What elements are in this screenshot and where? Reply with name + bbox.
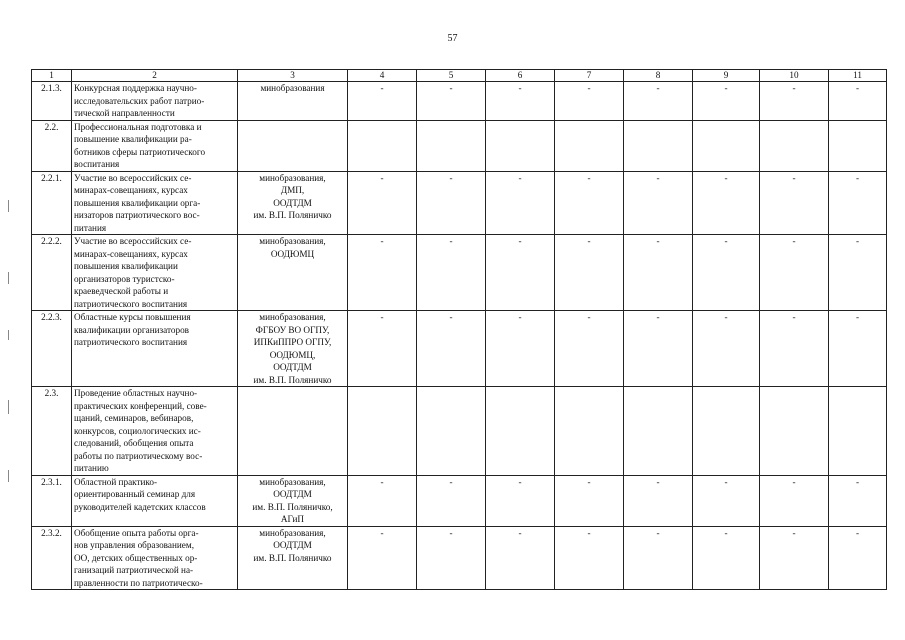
executor-line: ФГБОУ ВО ОГПУ, [255, 324, 330, 335]
executor-line: им. В.П. Поляничко [253, 210, 332, 220]
executor-line: АГиП [280, 514, 305, 524]
column-number: 2 [72, 70, 238, 82]
value-cell [693, 120, 760, 171]
column-number: 3 [238, 70, 348, 82]
value-cell: - [348, 311, 417, 387]
value-cell [829, 387, 887, 476]
value-cell: - [760, 475, 829, 526]
value-cell [348, 387, 417, 476]
activity-name-line: конкурсов, социологических ис- [74, 425, 201, 436]
activity-name-line: организаторов туристско- [74, 273, 175, 284]
activity-name-line: Участие во всероссийских се- [74, 172, 192, 183]
value-cell: - [486, 311, 555, 387]
activity-name-line: минарах-совещаниях, курсах [74, 185, 188, 195]
executor-line: минобразования, [259, 476, 326, 487]
value-cell: - [486, 171, 555, 235]
activity-name-line: повышения квалификации [74, 261, 178, 271]
value-cell: - [624, 311, 693, 387]
value-cell: - [760, 526, 829, 590]
activity-name-line: правленности по патриотическо- [74, 577, 203, 588]
activity-name-line: ботников сферы патриотического [74, 146, 206, 157]
activity-name-line: Участие во всероссийских се- [74, 236, 192, 246]
executor-line: им. В.П. Поляничко [253, 374, 332, 385]
activity-table [31, 69, 887, 590]
value-cell [486, 120, 555, 171]
column-number: 4 [348, 70, 417, 82]
activity-name [72, 171, 238, 235]
activity-name [72, 387, 238, 476]
executor-line: ООДТДМ [273, 362, 312, 372]
activity-name-line: ОО, детских общественных ор- [74, 552, 198, 563]
activity-name-line: Обобщение опыта работы орга- [74, 527, 199, 538]
activity-name [72, 526, 238, 590]
activity-name-line: нов управления образованием, [74, 540, 194, 550]
value-cell [417, 120, 486, 171]
value-cell: - [348, 235, 417, 311]
value-cell: - [348, 82, 417, 121]
value-cell [555, 387, 624, 476]
value-cell: - [829, 82, 887, 121]
value-cell: - [348, 475, 417, 526]
column-number: 9 [693, 70, 760, 82]
value-cell: - [829, 311, 887, 387]
value-cell [348, 120, 417, 171]
table-row [32, 235, 887, 311]
activity-name [72, 82, 238, 121]
value-cell [693, 387, 760, 476]
value-cell: - [555, 82, 624, 121]
activity-name-line: повышение квалификации ра- [74, 134, 192, 144]
table-row [32, 82, 887, 121]
value-cell: - [417, 235, 486, 311]
activity-name [72, 311, 238, 387]
value-cell: - [555, 526, 624, 590]
value-cell: - [486, 526, 555, 590]
value-cell: - [693, 171, 760, 235]
item-number: 2.3.1. [32, 475, 72, 526]
value-cell: - [348, 171, 417, 235]
column-number: 5 [417, 70, 486, 82]
activity-name-line: питания [74, 222, 107, 233]
value-cell: - [829, 475, 887, 526]
column-number-row [32, 70, 887, 82]
value-cell [760, 387, 829, 476]
item-number: 2.2.1. [32, 171, 72, 235]
value-cell: - [693, 235, 760, 311]
table-row [32, 387, 887, 476]
value-cell: - [486, 475, 555, 526]
value-cell: - [417, 475, 486, 526]
executor [238, 120, 348, 171]
activity-name-line: Конкурсная поддержка научно- [74, 83, 197, 93]
value-cell [486, 387, 555, 476]
activity-name-line: руководителей кадетских классов [74, 501, 206, 512]
table-row [32, 120, 887, 171]
executor [238, 387, 348, 476]
activity-name-line: патриотического воспитания [74, 298, 188, 309]
value-cell [829, 120, 887, 171]
value-cell: - [555, 311, 624, 387]
value-cell: - [624, 235, 693, 311]
activity-name-line: исследовательских работ патрио- [74, 95, 205, 106]
executor-line: ООДТДМ [273, 489, 312, 499]
executor [238, 526, 348, 590]
value-cell: - [417, 526, 486, 590]
value-cell: - [760, 82, 829, 121]
executor [238, 475, 348, 526]
margin-mark [8, 330, 9, 340]
page-number: 57 [447, 33, 458, 44]
item-number: 2.2.3. [32, 311, 72, 387]
item-number: 2.3. [32, 387, 72, 476]
value-cell: - [829, 526, 887, 590]
value-cell [555, 120, 624, 171]
executor [238, 311, 348, 387]
column-number: 8 [624, 70, 693, 82]
executor-line: минобразования, [259, 236, 326, 246]
activity-name-line: ганизаций патриотической на- [74, 565, 194, 575]
activity-name-line: повышения квалификации орга- [74, 197, 201, 208]
value-cell: - [693, 475, 760, 526]
value-cell: - [417, 82, 486, 121]
value-cell: - [555, 475, 624, 526]
value-cell: - [693, 82, 760, 121]
executor-line: ООДЮМЦ [270, 248, 315, 259]
activity-name-line: воспитания [74, 159, 120, 169]
activity-name [72, 120, 238, 171]
table-row [32, 311, 887, 387]
value-cell: - [348, 526, 417, 590]
table-row [32, 475, 887, 526]
activity-name-line: Профессиональная подготовка и [74, 121, 202, 132]
column-number: 1 [32, 70, 72, 82]
value-cell [417, 387, 486, 476]
executor [238, 171, 348, 235]
executor-line: ООДТДМ [273, 197, 312, 208]
activity-name-line: минарах-совещаниях, курсах [74, 248, 188, 259]
margin-mark [8, 470, 9, 482]
item-number: 2.2.2. [32, 235, 72, 311]
executor-line: минобразования, [259, 527, 326, 538]
activity-name-line: щаний, семинаров, вебинаров, [74, 413, 194, 423]
value-cell: - [555, 171, 624, 235]
value-cell: - [760, 235, 829, 311]
activity-name-line: патриотического воспитания [74, 337, 188, 347]
activity-name-line: следований, обобщения опыта [74, 438, 194, 448]
activity-name-line: ориентированный семинар для [74, 489, 196, 499]
activity-name-line: питанию [74, 463, 109, 473]
executor-line: им. В.П. Поляничко, [252, 501, 333, 512]
value-cell: - [486, 235, 555, 311]
item-number: 2.2. [32, 120, 72, 171]
value-cell: - [693, 311, 760, 387]
margin-mark [8, 400, 9, 414]
executor-line: минобразования [260, 83, 325, 93]
executor [238, 235, 348, 311]
activity-name-line: Проведение областных научно- [74, 388, 198, 398]
value-cell [624, 120, 693, 171]
executor-line: им. В.П. Поляничко [253, 552, 332, 563]
margin-mark [8, 200, 9, 212]
activity-name-line: краеведческой работы и [74, 286, 169, 296]
activity-name-line: практических конференций, сове- [74, 400, 207, 411]
column-number: 11 [829, 70, 887, 82]
executor-line: ДМП, [280, 185, 305, 195]
value-cell: - [417, 311, 486, 387]
value-cell: - [693, 526, 760, 590]
executor-line: минобразования, [259, 312, 326, 322]
activity-name [72, 235, 238, 311]
activity-name-line: Областной практико- [74, 476, 158, 487]
column-number: 6 [486, 70, 555, 82]
table-row [32, 526, 887, 590]
value-cell: - [829, 171, 887, 235]
value-cell: - [760, 171, 829, 235]
item-number: 2.3.2. [32, 526, 72, 590]
value-cell: - [760, 311, 829, 387]
value-cell: - [624, 82, 693, 121]
activity-name-line: низаторов патриотического вос- [74, 210, 200, 220]
value-cell: - [624, 526, 693, 590]
value-cell: - [624, 475, 693, 526]
value-cell [624, 387, 693, 476]
executor-line: ИПКиППРО ОГПУ, [253, 337, 332, 347]
value-cell: - [829, 235, 887, 311]
value-cell: - [417, 171, 486, 235]
item-number: 2.1.3. [32, 82, 72, 121]
activity-name-line: тической направленности [74, 108, 175, 118]
activity-name [72, 475, 238, 526]
value-cell: - [486, 82, 555, 121]
executor [238, 82, 348, 121]
activity-name-line: квалификации организаторов [74, 324, 190, 335]
column-number: 7 [555, 70, 624, 82]
executor-line: ООДЮМЦ, [269, 349, 316, 360]
table-row [32, 171, 887, 235]
activity-name-line: работы по патриотическому вос- [74, 450, 203, 461]
value-cell [760, 120, 829, 171]
margin-mark [8, 272, 9, 284]
activity-name-line: Областные курсы повышения [74, 312, 191, 322]
executor-line: ООДТДМ [273, 540, 312, 550]
column-number: 10 [760, 70, 829, 82]
value-cell: - [555, 235, 624, 311]
value-cell: - [624, 171, 693, 235]
executor-line: минобразования, [259, 172, 326, 183]
